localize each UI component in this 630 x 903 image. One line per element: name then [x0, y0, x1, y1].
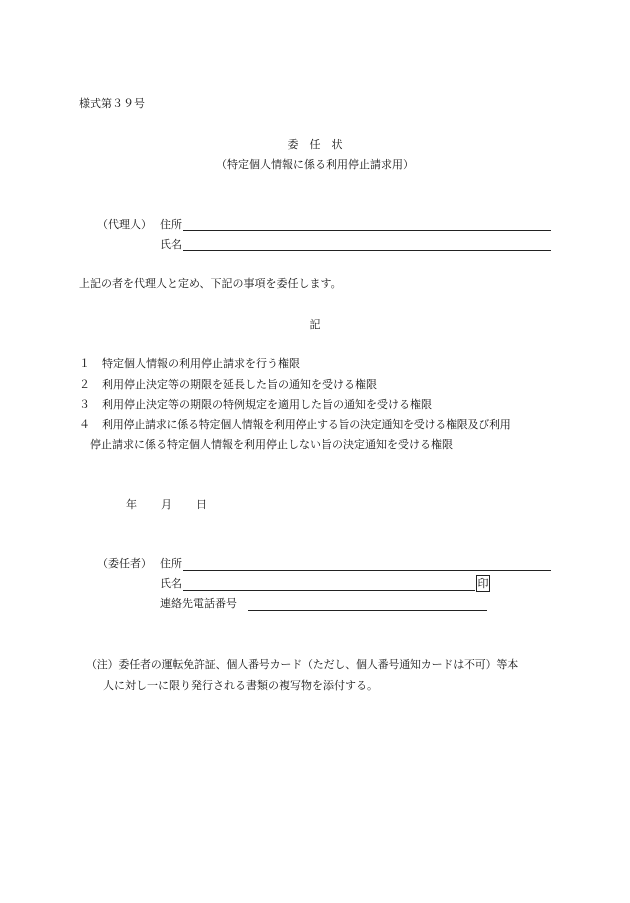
note-line-2: 人に対し一に限り発行される書類の複写物を添付する。 [103, 679, 378, 692]
item-text-continued: 停止請求に係る特定個人情報を利用停止しない旨の決定通知を受ける権限 [90, 438, 453, 451]
date-day: 日 [196, 498, 207, 511]
agent-label: （代理人） [97, 218, 152, 231]
item-text: 利用停止決定等の期限を延長した旨の通知を受ける権限 [102, 378, 377, 391]
agent-name-label: 氏名 [160, 238, 182, 251]
item-number: ３ [79, 398, 90, 411]
delegator-address-label: 住所 [160, 557, 182, 570]
item-number: １ [79, 357, 90, 370]
delegator-label: （委任者） [97, 557, 152, 570]
agent-address-label: 住所 [160, 218, 182, 231]
delegator-address-line [183, 570, 551, 571]
date-month: 月 [161, 498, 172, 511]
delegator-name-line [183, 590, 475, 591]
item-text: 利用停止決定等の期限の特例規定を適用した旨の通知を受ける権限 [102, 398, 432, 411]
note-line-1: （注）委任者の運転免許証、個人番号カード（ただし、個人番号通知カードは不可）等本 [86, 658, 518, 671]
ki-heading: 記 [309, 318, 321, 331]
agent-name-line [183, 250, 551, 251]
item-number: ２ [79, 378, 90, 391]
page-subtitle: （特定個人情報に係る利用停止請求用） [216, 158, 414, 171]
item-number: ４ [79, 418, 90, 431]
seal-mark: 印 [477, 577, 489, 590]
agent-address-line [183, 230, 551, 231]
item-text: 利用停止請求に係る特定個人情報を利用停止する旨の決定通知を受ける権限及び利用 [102, 418, 511, 431]
delegator-name-label: 氏名 [160, 577, 182, 590]
item-text: 特定個人情報の利用停止請求を行う権限 [102, 357, 300, 370]
page-title: 委 任 状 [287, 138, 343, 151]
delegator-phone-label: 連絡先電話番号 [160, 597, 237, 610]
form-number: 様式第３９号 [79, 97, 145, 110]
delegator-phone-line [248, 610, 487, 611]
date-year: 年 [126, 498, 137, 511]
intro-text: 上記の者を代理人と定め、下記の事項を委任します。 [79, 277, 342, 290]
